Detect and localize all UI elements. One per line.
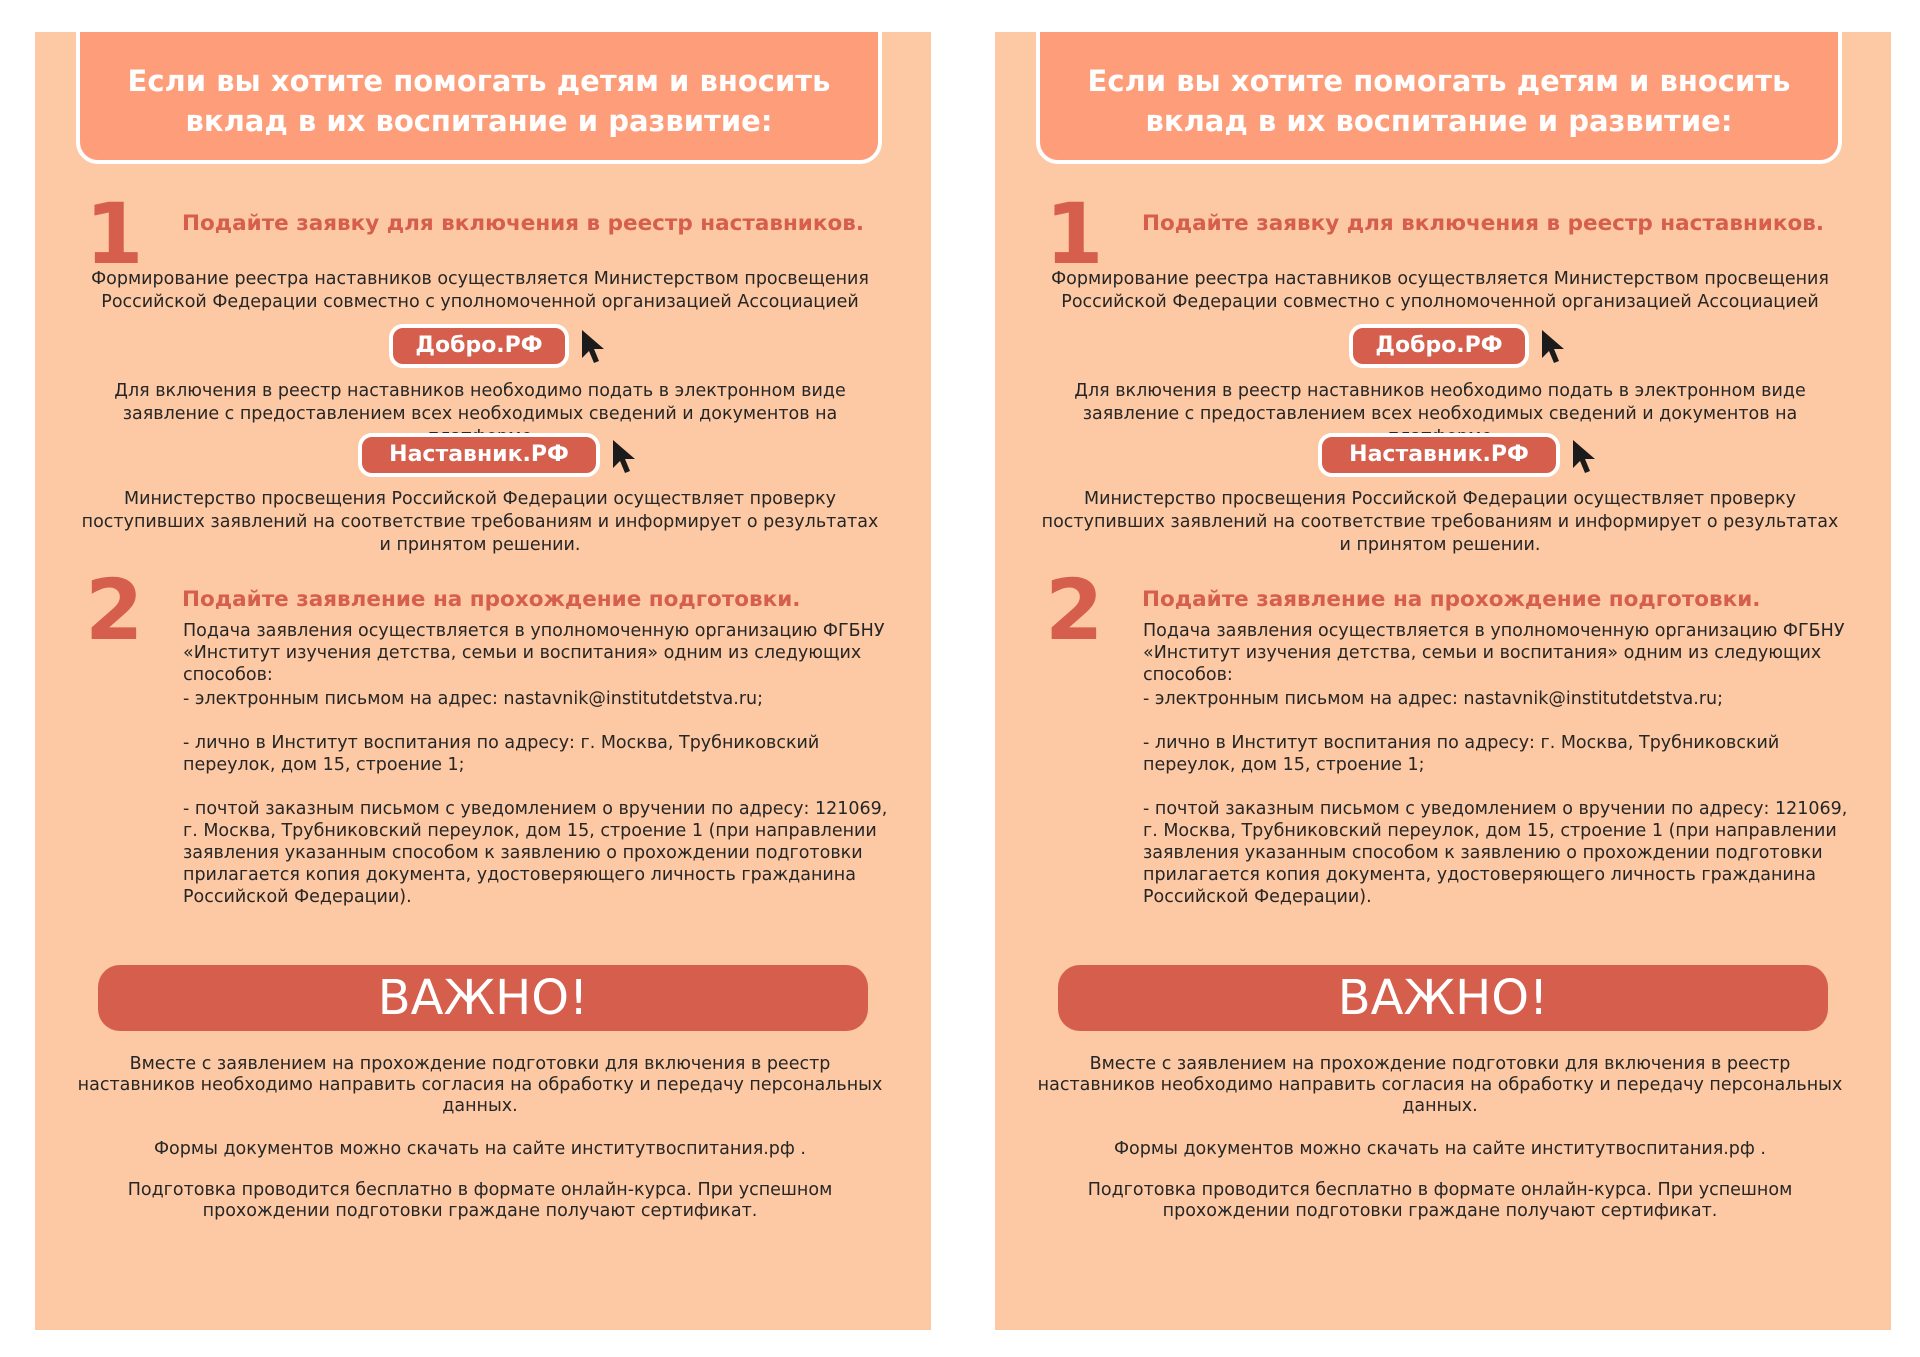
cursor-arrow-icon (1540, 328, 1566, 366)
step-1-text-3: Министерство просвещения Российской Федерации осуществляет проверку поступивших заявлений на соответствие требованиям и информирует о результатах и принятом решении. (81, 489, 879, 555)
cursor-arrow-icon (611, 438, 637, 476)
step-2-way-post: - почтой заказным письмом с уведомлением о вручении по адресу: 121069, г. Москва, Трубниковский переулок, дом 15, строение 1 (при направлении заявления указанным способом к заявлению о прохождении подготовки прилагается копия документа, удостоверяющего личность гражданина Российской Федерации). (183, 799, 888, 907)
step-1-text-1: Формирование реестра наставников осуществляется Министерством просвещения Российской Федерации совместно с уполномоченной организацией Ассоциацией (91, 269, 869, 312)
important-text-1: Вместе с заявлением на прохождение подготовки для включения в реестр наставников необходимо направить согласия на обработку и передачу персональных данных. (77, 1054, 883, 1116)
cursor-arrow-icon (580, 328, 606, 366)
important-text-2: Формы документов можно скачать на сайте институтвоспитания.рф . (153, 1139, 806, 1159)
step-1-number: 1 (1045, 185, 1104, 283)
header-banner (76, 28, 882, 164)
poster-left (35, 32, 931, 1330)
step-1-title: Подайте заявку для включения в реестр наставников. (182, 211, 864, 236)
step-2-way-post: - почтой заказным письмом с уведомлением о вручении по адресу: 121069, г. Москва, Трубниковский переулок, дом 15, строение 1 (при направлении заявления указанным способом к заявлению о прохождении подготовки прилагается копия документа, удостоверяющего личность гражданина Российской Федерации). (1143, 799, 1848, 907)
header-title: Если вы хотите помогать детям и вносить вклад в их воспитание и развитие: (1087, 64, 1791, 138)
step-1-text-1: Формирование реестра наставников осуществляется Министерством просвещения Российской Федерации совместно с уполномоченной организацией Ассоциацией (1051, 269, 1829, 312)
dobro-link-button[interactable]: Добро.РФ (1349, 324, 1529, 368)
important-text-3: Подготовка проводится бесплатно в формате онлайн-курса. При успешном прохождении подготовки граждане получают сертификат. (127, 1180, 833, 1221)
step-2-title: Подайте заявление на прохождение подготовки. (1142, 587, 1761, 612)
step-2-intro: Подача заявления осуществляется в уполномоченную организацию ФГБНУ «Институт изучения детства, семьи и воспитания» одним из следующих способов: (183, 621, 885, 685)
step-1-title: Подайте заявку для включения в реестр наставников. (1142, 211, 1824, 236)
step-2-way-in-person: - лично в Институт воспитания по адресу: г. Москва, Трубниковский переулок, дом 15, строение 1; (1143, 733, 1780, 775)
step-1-text-2: Для включения в реестр наставников необходимо подать в электронном виде заявление с предоставлением всех необходимых сведений и документов на (114, 381, 846, 424)
step-2-number: 2 (1045, 561, 1104, 659)
step-2-intro: Подача заявления осуществляется в уполномоченную организацию ФГБНУ «Институт изучения детства, семьи и воспитания» одним из следующих способов: (1143, 621, 1845, 685)
header-title: Если вы хотите помогать детям и вносить вклад в их воспитание и развитие: (127, 64, 831, 138)
dobro-link-button[interactable]: Добро.РФ (389, 324, 569, 368)
important-text-1: Вместе с заявлением на прохождение подготовки для включения в реестр наставников необходимо направить согласия на обработку и передачу персональных данных. (1037, 1054, 1843, 1116)
important-text-2: Формы документов можно скачать на сайте институтвоспитания.рф . (1113, 1139, 1766, 1159)
nastavnik-link-button[interactable]: Наставник.РФ (358, 433, 600, 477)
important-banner: ВАЖНО! (98, 965, 868, 1031)
step-2-way-email: - электронным письмом на адрес: nastavnik@institutdetstva.ru; (183, 689, 764, 709)
step-2-title: Подайте заявление на прохождение подготовки. (182, 587, 801, 612)
step-2-way-email: - электронным письмом на адрес: nastavnik@institutdetstva.ru; (1143, 689, 1724, 709)
header-banner (1036, 28, 1842, 164)
step-2-way-in-person: - лично в Институт воспитания по адресу: г. Москва, Трубниковский переулок, дом 15, строение 1; (183, 733, 820, 775)
cursor-arrow-icon (1571, 438, 1597, 476)
nastavnik-link-button[interactable]: Наставник.РФ (1318, 433, 1560, 477)
step-1-number: 1 (85, 185, 144, 283)
step-1-text-2: Для включения в реестр наставников необходимо подать в электронном виде заявление с предоставлением всех необходимых сведений и документов на (1074, 381, 1806, 424)
step-2-number: 2 (85, 561, 144, 659)
important-banner: ВАЖНО! (1058, 965, 1828, 1031)
poster-right (995, 32, 1891, 1330)
step-1-text-3: Министерство просвещения Российской Федерации осуществляет проверку поступивших заявлений на соответствие требованиям и информирует о результатах и принятом решении. (1041, 489, 1839, 555)
important-text-3: Подготовка проводится бесплатно в формате онлайн-курса. При успешном прохождении подготовки граждане получают сертификат. (1087, 1180, 1793, 1221)
